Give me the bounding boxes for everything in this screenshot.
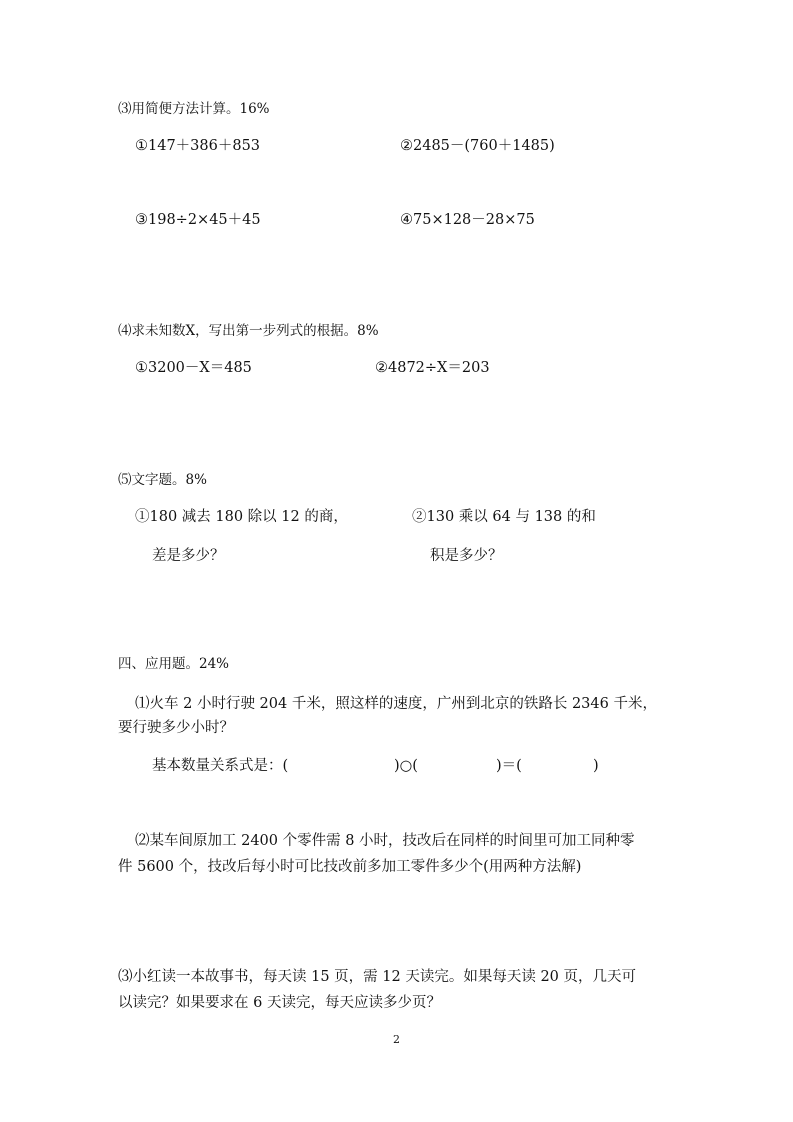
section5-q2-line2: 积是多少？ <box>430 548 503 564</box>
relation-close: ) <box>593 758 599 774</box>
part4-title: 四、应用题。24% <box>118 656 230 672</box>
section5-title: ⑸文字题。8% <box>118 472 207 488</box>
section3-title: ⑶用简便方法计算。16% <box>118 101 270 117</box>
problem1-line1: ⑴火车 2 小时行驶 204 千米，照这样的速度，广州到北京的铁路长 2346 千米， <box>135 696 657 712</box>
relation-operator: )○( <box>394 758 418 774</box>
section5-q1-line1: ①180 减去 180 除以 12 的商， <box>135 509 348 525</box>
section4-title: ⑷求未知数X，写出第一步列式的根据。8% <box>118 323 379 339</box>
problem2-line1: ⑵某车间原加工 2400 个零件需 8 小时，技改后在同样的时间里可加工同种零 <box>135 833 635 849</box>
section3-q1: ①147＋386＋853 <box>135 138 261 154</box>
section4-q2: ②4872÷X＝203 <box>375 360 490 376</box>
section4-q1: ①3200－X＝485 <box>135 360 252 376</box>
problem1-line2: 要行驶多少小时？ <box>118 720 234 736</box>
section3-q2: ②2485－(760＋1485) <box>400 138 555 154</box>
section3-q3: ③198÷2×45＋45 <box>135 212 261 228</box>
problem3-line2: 以读完？如果要求在 6 天读完，每天应读多少页？ <box>118 995 441 1011</box>
problem2-line2: 件 5600 个，技改后每小时可比技改前多加工零件多少个(用两种方法解) <box>118 859 582 875</box>
relation-equals: )＝( <box>496 758 522 774</box>
section5-q2-line1: ②130 乘以 64 与 138 的和 <box>412 509 596 525</box>
relation-label: 基本数量关系式是：( <box>152 758 289 774</box>
page-number: 2 <box>393 1033 400 1046</box>
section5-q1-line2: 差是多少？ <box>152 548 225 564</box>
section3-q4: ④75×128－28×75 <box>400 212 535 228</box>
problem3-line1: ⑶小红读一本故事书，每天读 15 页，需 12 天读完。如果每天读 20 页，几天可 <box>118 969 637 985</box>
